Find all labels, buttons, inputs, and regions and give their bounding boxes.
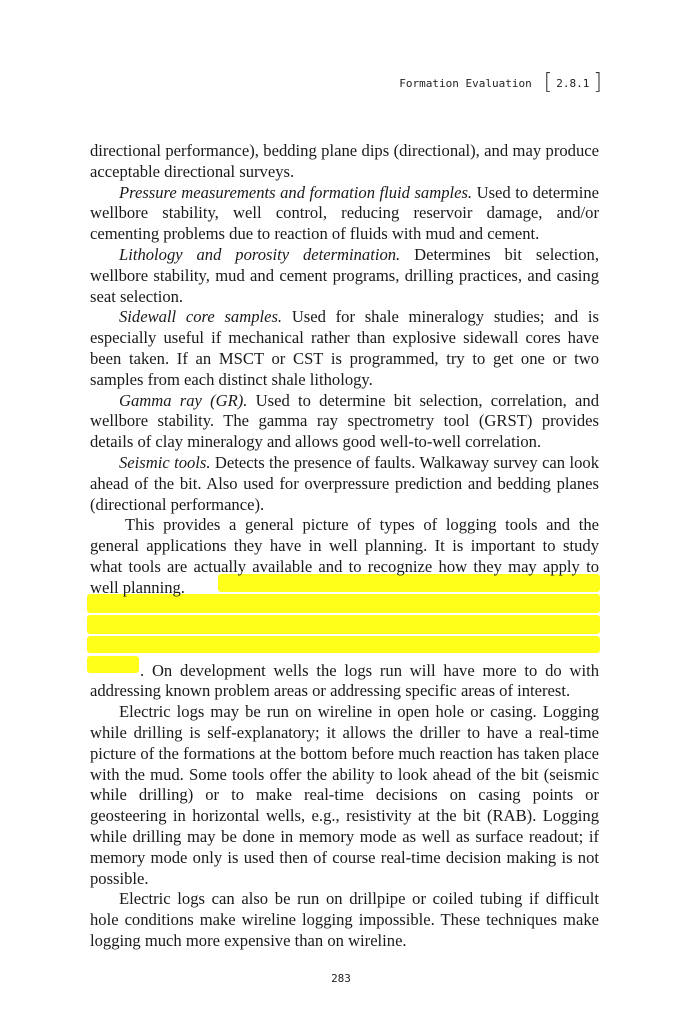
paragraph-summary	[90, 515, 599, 598]
paragraph-seismic	[90, 453, 599, 515]
running-title: Formation Evaluation	[399, 76, 532, 90]
paragraph-text: This provides a general picture of types of logging tools and the general applications they have in well planning. It is important to study what tools are actually available and to recognize how they may apply to well planning.	[90, 515, 599, 597]
paragraph-gamma-ray	[90, 391, 599, 453]
section-number: 2.8.1	[556, 76, 590, 90]
paragraph-text: Electric logs can also be run on drillpipe or coiled tubing if difficult hole conditions make wireline logging impossible. These techniques make logging much more expensive than on wireline.	[90, 889, 599, 950]
paragraph-text: Electric logs may be run on wireline in open hole or casing. Logging while drilling is self-explanatory; it allows the driller to have a real-time picture of the formations at the bottom before much reaction has taken place with the mud. Some tools offer the ability to look ahead of the bit (seismic while drilling) or to make real-time decisions on casing points or geosteering in horizontal wells, e.g., resistivity at the bit (RAB). Logging while drilling may be done in memory mode as well as surface readout; if memory mode only is used then of course real-time decision making is not possible.	[90, 702, 599, 888]
running-head	[399, 72, 602, 94]
paragraph-development-wells	[90, 661, 599, 703]
paragraph-sidewall	[90, 307, 599, 390]
paragraph-lead: Sidewall core samples.	[119, 307, 283, 327]
paragraph-pressure	[90, 183, 599, 245]
open-bracket-icon: [	[543, 70, 553, 95]
body-text	[90, 141, 599, 952]
paragraph-lead: Gamma ray (GR).	[119, 390, 248, 410]
paragraph-text: directional performance), bedding plane dips (directional), and may produce acceptable directional surveys.	[90, 141, 599, 181]
paragraph-lead: Lithology and porosity determination.	[119, 244, 401, 264]
paragraph-drillpipe	[90, 889, 599, 951]
paragraph-text: Used to determine wellbore stability, well control, reducing reservoir damage, and/or cementing problems due to reaction of fluids with mud and cement.	[90, 182, 599, 244]
paragraph-text: Used to determine bit selection, correlation, and wellbore stability. The gamma ray spectrometry tool (GRST) provides details of clay mineralogy and allows good well-to-well correlation.	[90, 390, 599, 452]
close-bracket-icon: ]	[593, 70, 602, 95]
paragraph-lithology	[90, 245, 599, 307]
paragraph-text: . On development wells the logs run will have more to do with addressing known problem areas or addressing specific areas of interest.	[90, 660, 599, 701]
paragraph-text: Determines bit selection, wellbore stability, mud and cement programs, drilling practices, and casing seat selection.	[90, 244, 600, 306]
section-number-box	[544, 72, 602, 94]
page-number: 283	[331, 972, 351, 985]
paragraph-lead: Seismic tools.	[119, 452, 211, 472]
paragraph-electric-logs	[90, 702, 599, 889]
paragraph-text: Detects the presence of faults. Walkaway survey can look ahead of the bit. Also used for overpressure prediction and bedding planes (directional performance).	[90, 452, 599, 514]
paragraph-lead: Pressure measurements and formation fluid samples.	[119, 182, 473, 202]
paragraph-continuation	[90, 141, 599, 183]
paragraph-text: Used for shale mineralogy studies; and is especially useful if mechanical rather than explosive sidewall cores have been taken. If an MSCT or CST is programmed, try to get one or two samples from each distinct shale lithology.	[90, 307, 600, 389]
